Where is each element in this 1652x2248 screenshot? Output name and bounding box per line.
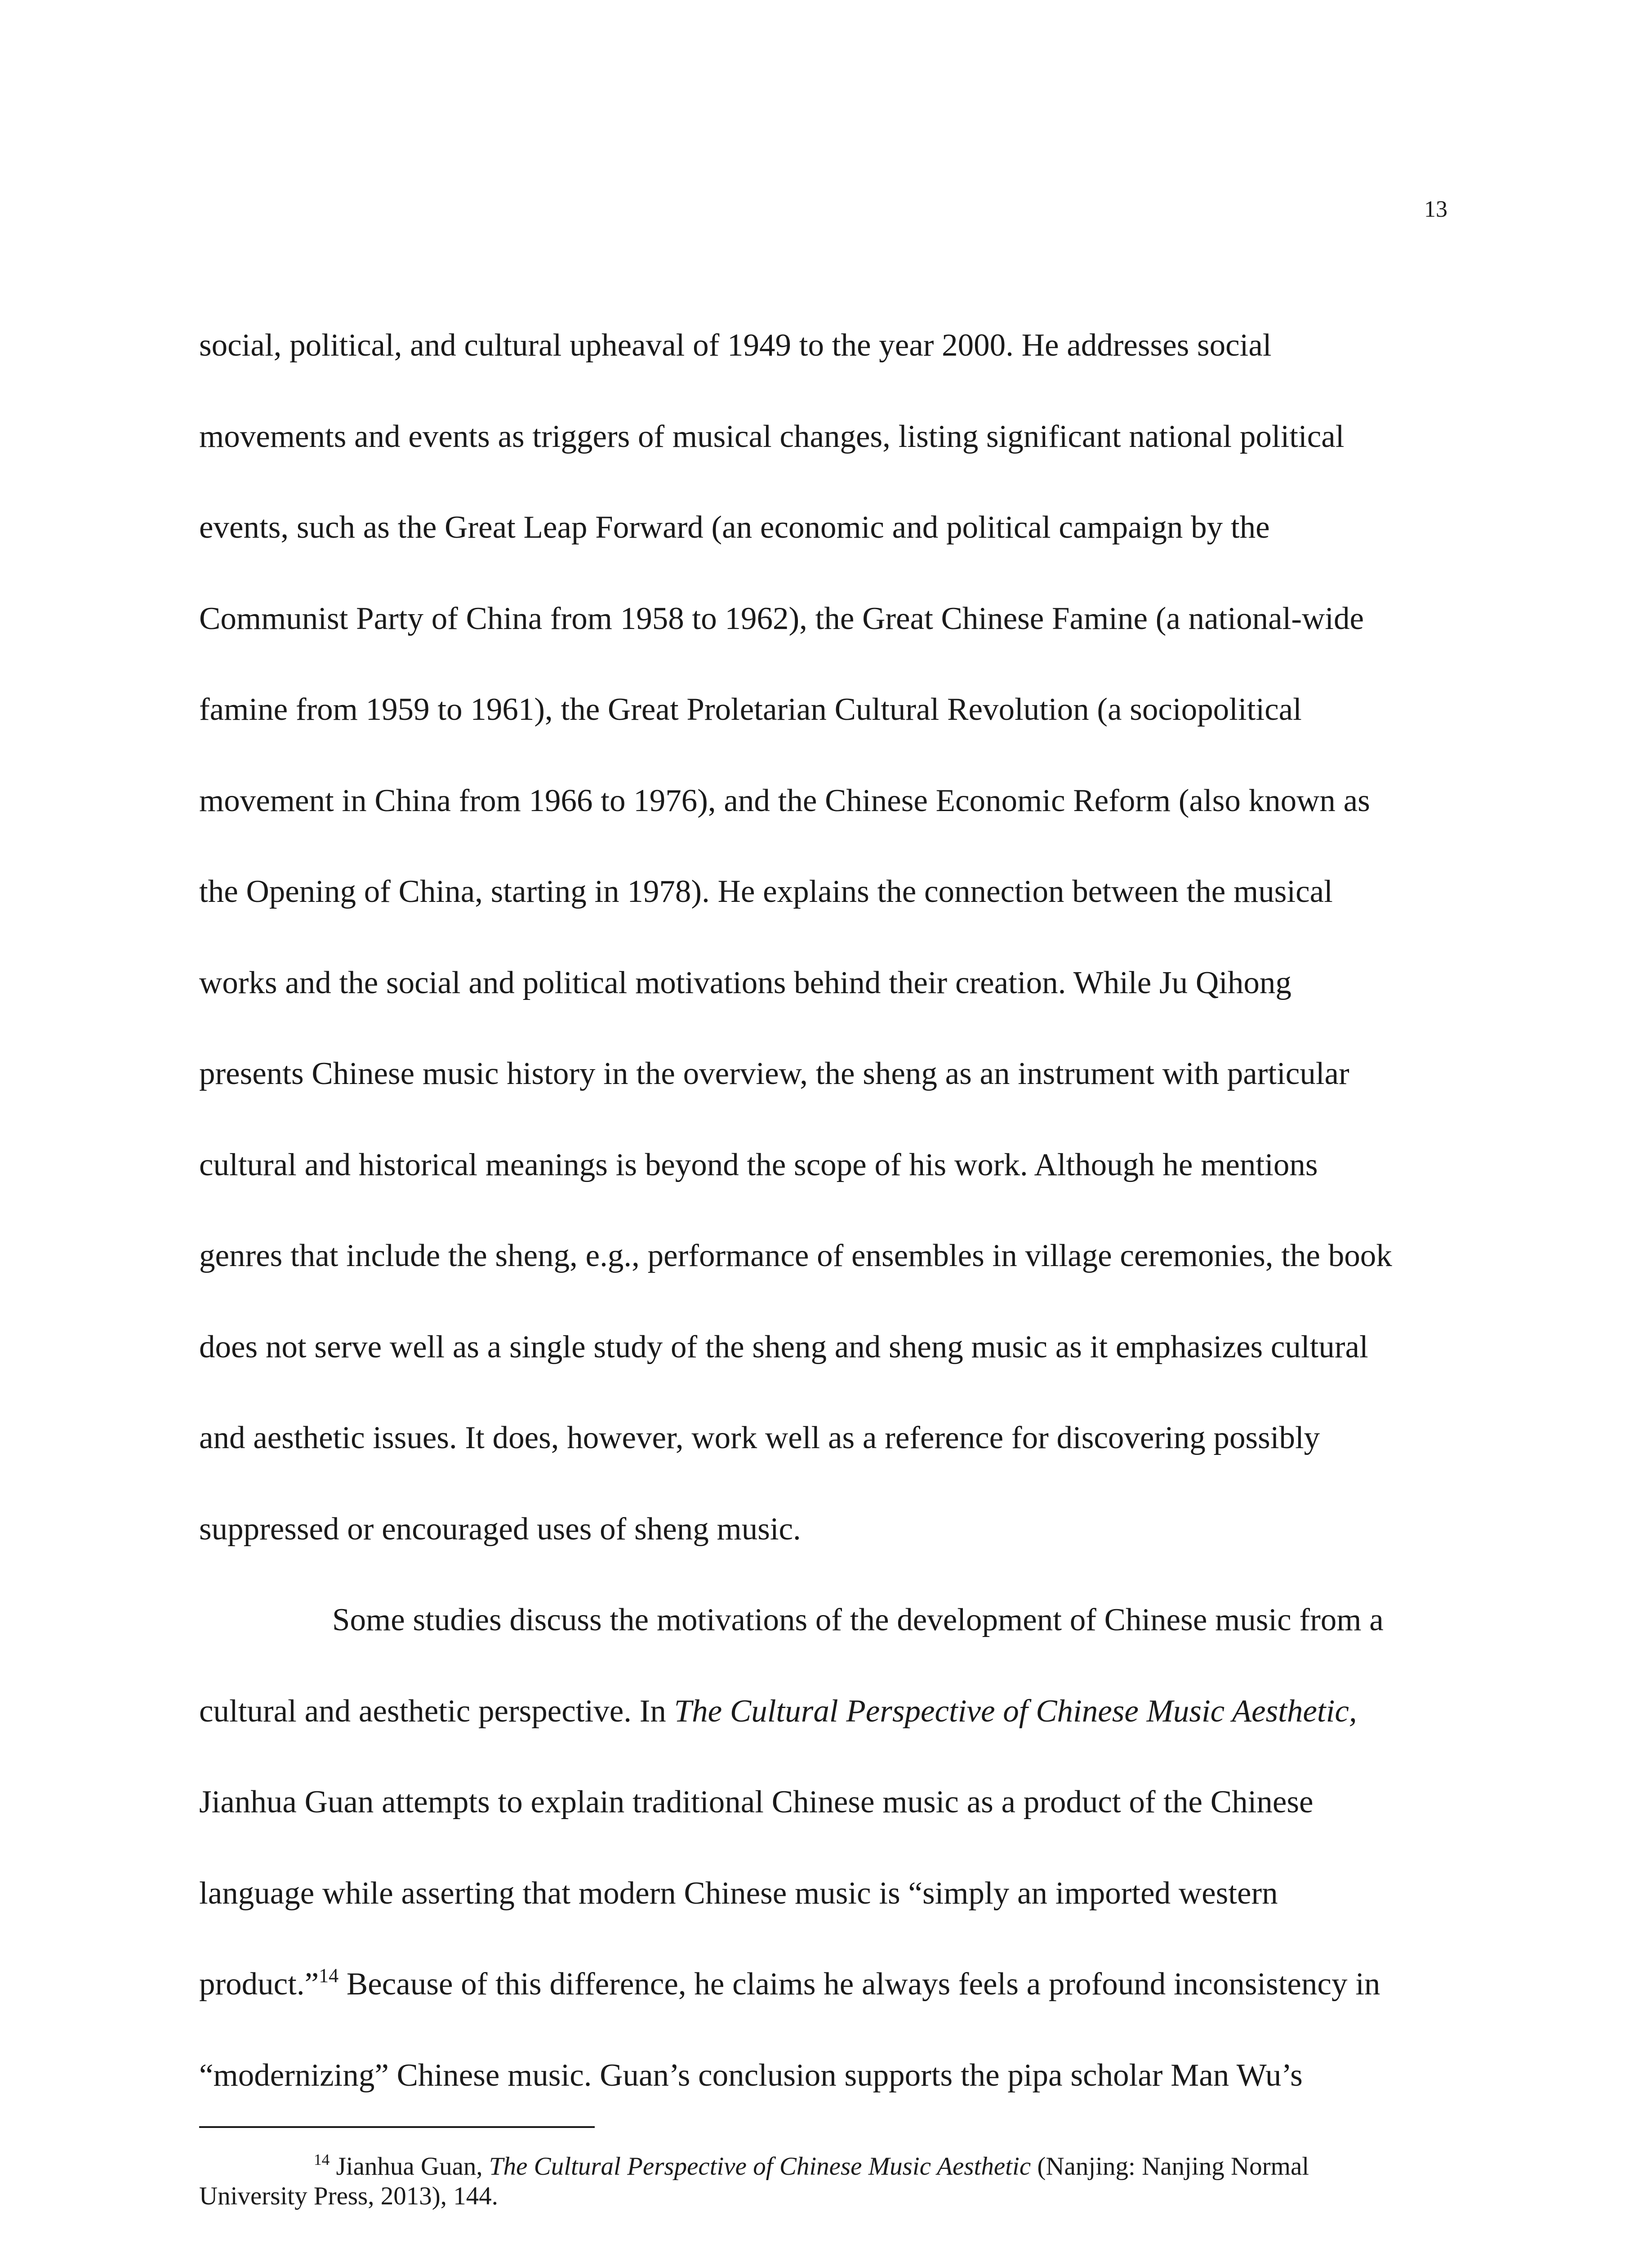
text-run: “modernizing” Chinese music. Guan’s conclusion supports the pipa scholar Man Wu’s	[199, 2057, 1303, 2093]
footnote-line	[199, 2183, 498, 2209]
footnote-reference: 14	[319, 1964, 339, 1987]
text-run: Jianhua Guan,	[330, 2152, 489, 2181]
text-run: cultural and historical meanings is beyond the scope of his work. Although he mentions	[199, 1147, 1318, 1182]
text-run: cultural and aesthetic perspective. In	[199, 1693, 674, 1729]
text-run: works and the social and political motivations behind their creation. While Ju Qihong	[199, 965, 1291, 1000]
text-run: movement in China from 1966 to 1976), and the Chinese Economic Reform (also known as	[199, 783, 1370, 818]
body-line	[199, 694, 1302, 726]
footnote-divider	[199, 2126, 595, 2128]
italic-title: The Cultural Perspective of Chinese Music Aesthetic,	[674, 1693, 1357, 1729]
body-line	[199, 421, 1345, 453]
body-line	[199, 512, 1270, 544]
body-line	[199, 967, 1291, 999]
body-line	[199, 1240, 1392, 1272]
body-line	[332, 1604, 1384, 1636]
body-line	[199, 1331, 1368, 1363]
text-run: events, such as the Great Leap Forward (an economic and political campaign by the	[199, 510, 1270, 545]
body-line	[199, 1422, 1320, 1454]
text-run: presents Chinese music history in the overview, the sheng as an instrument with particular	[199, 1056, 1349, 1091]
text-run: Jianhua Guan attempts to explain traditional Chinese music as a product of the Chinese	[199, 1784, 1314, 1820]
body-line	[199, 330, 1272, 361]
text-run: famine from 1959 to 1961), the Great Proletarian Cultural Revolution (a sociopolitical	[199, 692, 1302, 727]
body-line	[199, 1058, 1349, 1090]
body-line	[199, 876, 1333, 908]
page-number: 13	[1424, 196, 1447, 222]
body-line	[199, 1149, 1318, 1181]
text-run: (Nanjing: Nanjing Normal	[1031, 2152, 1309, 2181]
text-run: University Press, 2013), 144.	[199, 2182, 498, 2210]
text-run: the Opening of China, starting in 1978). He explains the connection between the musical	[199, 874, 1333, 909]
text-run: language while asserting that modern Chinese music is “simply an imported western	[199, 1875, 1278, 1911]
text-run: does not serve well as a single study of the sheng and sheng music as it emphasizes cultural	[199, 1329, 1368, 1365]
footnote-reference: 14	[314, 2151, 330, 2169]
text-run: social, political, and cultural upheaval of 1949 to the year 2000. He addresses social	[199, 328, 1272, 363]
body-line	[199, 1964, 1380, 2002]
body-line	[199, 1695, 1357, 1727]
body-line	[199, 2057, 1303, 2093]
text-run: Communist Party of China from 1958 to 1962), the Great Chinese Famine (a national-wide	[199, 601, 1364, 636]
text-run: suppressed or encouraged uses of sheng music.	[199, 1511, 801, 1547]
text-run: product.”	[199, 1967, 319, 2002]
body-line	[199, 1875, 1278, 1911]
body-line	[199, 603, 1364, 635]
body-line	[199, 1513, 801, 1545]
italic-title: The Cultural Perspective of Chinese Music Aesthetic	[489, 2152, 1031, 2181]
text-run: Some studies discuss the motivations of the development of Chinese music from a	[332, 1602, 1384, 1637]
text-run: Because of this difference, he claims he always feels a profound inconsistency in	[338, 1967, 1380, 2002]
text-run: genres that include the sheng, e.g., performance of ensembles in village ceremonies, the book	[199, 1238, 1392, 1273]
body-line	[199, 1786, 1313, 1818]
text-run: and aesthetic issues. It does, however, work well as a reference for discovering possibly	[199, 1420, 1320, 1455]
body-line	[199, 785, 1370, 817]
text-run: movements and events as triggers of musical changes, listing significant national political	[199, 419, 1345, 454]
footnote-line	[314, 2151, 1309, 2181]
